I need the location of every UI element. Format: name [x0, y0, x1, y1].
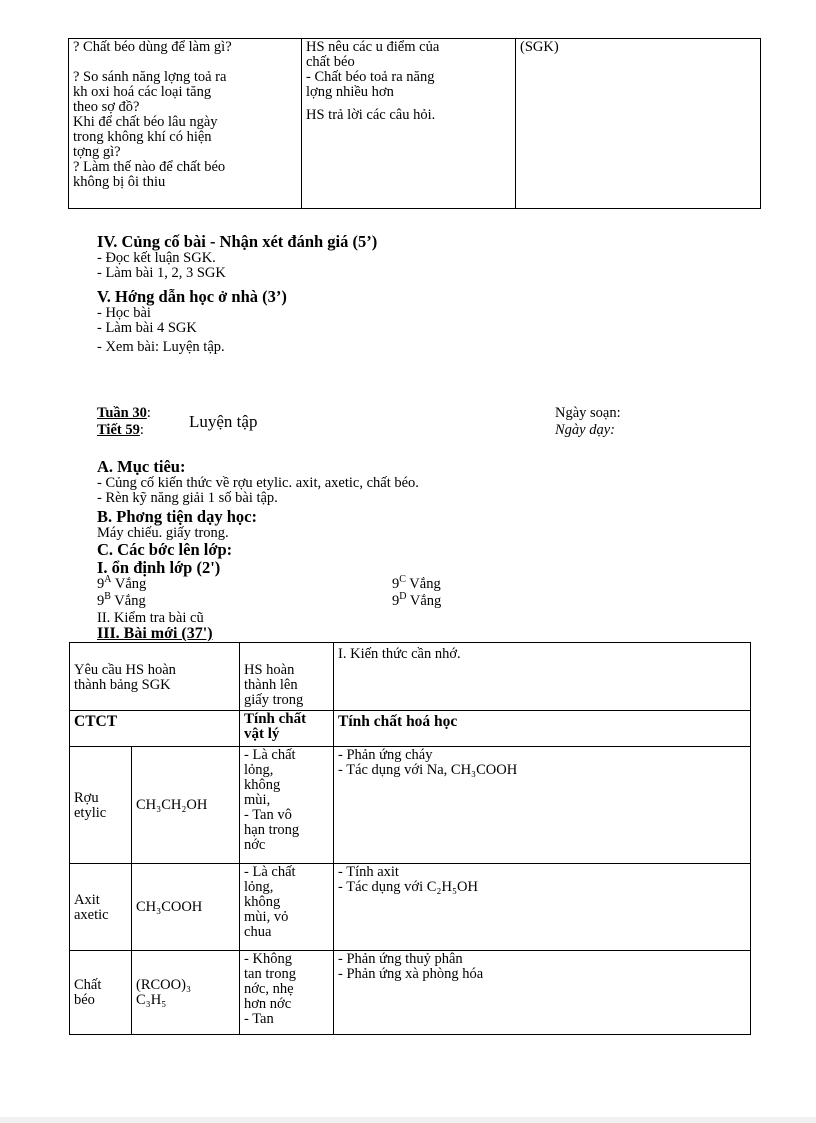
week-text: Tuần 30 [97, 405, 147, 421]
section5-item: - Làm bài 4 SGK [97, 320, 197, 336]
section5-item: - Xem bài: Luyện tập. [97, 339, 225, 355]
top-table-answers-cell [302, 39, 516, 209]
text-line: lỏng, [244, 762, 274, 778]
text-line: vật lý [244, 726, 280, 742]
substance-formula [132, 951, 240, 1035]
text-line: kh oxi hoá các loại tăng [73, 84, 212, 100]
section5-heading: V. Hớng dẫn học ở nhà (3’) [97, 287, 287, 306]
class-status: Vắng [110, 593, 146, 609]
intro-left-cell [70, 643, 240, 711]
text-line: không [244, 894, 281, 910]
text-line: etylic [74, 804, 107, 821]
text-line: không [244, 777, 281, 793]
text-line: lợng nhiều hơn [306, 84, 394, 100]
objective-item: - Rèn kỹ năng giải 1 số bài tập. [97, 490, 278, 506]
chemical-properties [334, 747, 751, 864]
text-line: - Chất béo toả ra năng [306, 69, 435, 85]
objectives-heading: A. Mục tiêu: [97, 457, 186, 476]
physical-properties [240, 864, 334, 951]
class-attendance [392, 591, 442, 609]
text-line: HS nêu các u điểm của [306, 39, 440, 55]
text-line: axetic [74, 906, 109, 923]
materials-heading: B. Phơng tiện dạy học: [97, 507, 257, 526]
text-line: - Tác dụng với C₂H₅OH [338, 879, 478, 895]
chemical-properties [334, 864, 751, 951]
text-line: - Phản ứng cháy [338, 747, 433, 763]
class-status: Vắng [405, 576, 441, 592]
table-row [70, 864, 751, 951]
new-lesson-heading: III. Bài mới (37') [97, 625, 213, 642]
text-line: ? Làm thế nào để chất béo [73, 159, 226, 175]
text-line: giấy trong [244, 692, 304, 708]
text-line: mùi, [244, 792, 271, 808]
class-name: 9 [392, 576, 400, 592]
text-line: Axit [74, 891, 100, 908]
text-line: hạn trong [244, 822, 300, 838]
text-line: - Là chất [244, 864, 296, 880]
text-line: Tính chất [244, 711, 307, 727]
text-line: - Phản ứng xà phòng hóa [338, 966, 484, 982]
class-name: 9 [97, 593, 105, 609]
header-structure: CTCT [70, 711, 240, 747]
review-heading: II. Kiểm tra bài cũ [97, 610, 204, 626]
text-line: Yêu cầu HS hoàn [74, 662, 176, 678]
text-line: nớc [244, 837, 266, 853]
chemical-properties [334, 951, 751, 1035]
text-line: Chất [74, 977, 102, 993]
text-line: - Tan [244, 1011, 274, 1027]
physical-properties [240, 951, 334, 1035]
text-line: C₃H₅ [136, 992, 167, 1008]
text-line: ? Chất béo dùng để làm gì? [73, 39, 232, 55]
text-line: thành lên [244, 677, 298, 693]
text-line: chất béo [306, 54, 355, 70]
text-line: Khi để chất béo lâu ngày [73, 114, 218, 130]
text-line: hơn nớc [244, 996, 292, 1012]
text-line: - Không [244, 951, 292, 967]
top-table [68, 38, 761, 209]
date-prepared: Ngày soạn: [555, 405, 621, 421]
physical-properties [240, 747, 334, 864]
text-line: HS trả lời các câu hỏi. [306, 107, 436, 123]
class-name: 9 [97, 576, 105, 592]
procedure-heading: C. Các bớc lên lớp: [97, 540, 233, 559]
text-line: (RCOO)₃ [136, 977, 191, 993]
intro-mid-cell [240, 643, 334, 711]
week-label: Tuần 30: [97, 405, 151, 421]
class-sup: B [104, 591, 111, 603]
class-status: Vắng [111, 576, 147, 592]
class-attendance [97, 574, 147, 592]
table-header-row [70, 711, 751, 747]
class-sup: D [399, 591, 407, 603]
objective-item: - Củng cố kiến thức về rợu etylic. axit, axetic, chất béo. [97, 475, 419, 491]
intro-right-cell [334, 643, 751, 711]
date-taught: Ngày dạy: [555, 422, 615, 438]
top-table-questions-cell [69, 39, 302, 209]
section5-item: - Học bài [97, 305, 151, 321]
table-row [70, 951, 751, 1035]
substance-name [70, 864, 132, 951]
text-line: - Tính axit [338, 864, 399, 880]
text-line: trong không khí có hiện [73, 129, 212, 145]
text-line: tan trong [244, 966, 296, 982]
text-line: - Phản ứng thuỷ phân [338, 951, 463, 967]
top-table-reference-cell [516, 39, 761, 209]
text-line: theo sợ đồ? [73, 99, 140, 115]
text-line: thành bảng SGK [74, 677, 171, 693]
substance-formula: CH₃CH₂OH [132, 747, 240, 864]
text-line: I. Kiến thức cần nhớ. [338, 646, 461, 662]
text-line: - Tác dụng với Na, CH₃COOH [338, 762, 518, 778]
summary-table [69, 642, 751, 1035]
class-sup: C [399, 574, 406, 586]
table-row [70, 643, 751, 711]
text-line: Rợu [74, 789, 99, 806]
text-line: - Là chất [244, 747, 296, 763]
text-line: lỏng, [244, 879, 274, 895]
header-chemical: Tính chất hoá học [334, 711, 751, 747]
period-text: Tiết 59 [97, 422, 140, 438]
text-line: - Tan vô [244, 807, 292, 823]
lesson-title: Luyện tập [189, 412, 258, 431]
substance-name [70, 951, 132, 1035]
text-line: chua [244, 924, 272, 940]
table-row [70, 747, 751, 864]
text-line: HS hoàn [244, 662, 295, 678]
text-line: không bị ôi thiu [73, 174, 166, 190]
text-line [73, 55, 297, 70]
section4-item: - Đọc kết luận SGK. [97, 250, 216, 266]
class-name: 9 [392, 593, 400, 609]
period-label: Tiết 59: [97, 422, 144, 438]
class-attendance [97, 591, 146, 609]
header-physical [240, 711, 334, 747]
substance-name [70, 747, 132, 864]
page-bottom-edge [0, 1117, 816, 1123]
class-sup: A [104, 574, 112, 586]
class-status: Vắng [406, 593, 442, 609]
section4-item: - Làm bài 1, 2, 3 SGK [97, 265, 226, 281]
materials-text: Máy chiếu. giấy trong. [97, 525, 229, 541]
section4-heading: IV. Củng cố bài - Nhận xét đánh giá (5’) [97, 232, 378, 251]
text-line: mùi, vỏ [244, 909, 289, 925]
text-line: tợng gì? [73, 144, 121, 160]
text-line: nớc, nhẹ [244, 981, 294, 997]
text-line: béo [74, 992, 95, 1008]
text-line: ? So sánh năng lợng toả ra [73, 69, 227, 85]
stabilize-heading: I. ổn định lớp (2') [97, 558, 221, 577]
text-line: (SGK) [520, 39, 559, 55]
class-attendance [392, 574, 441, 592]
substance-formula: CH₃COOH [132, 864, 240, 951]
